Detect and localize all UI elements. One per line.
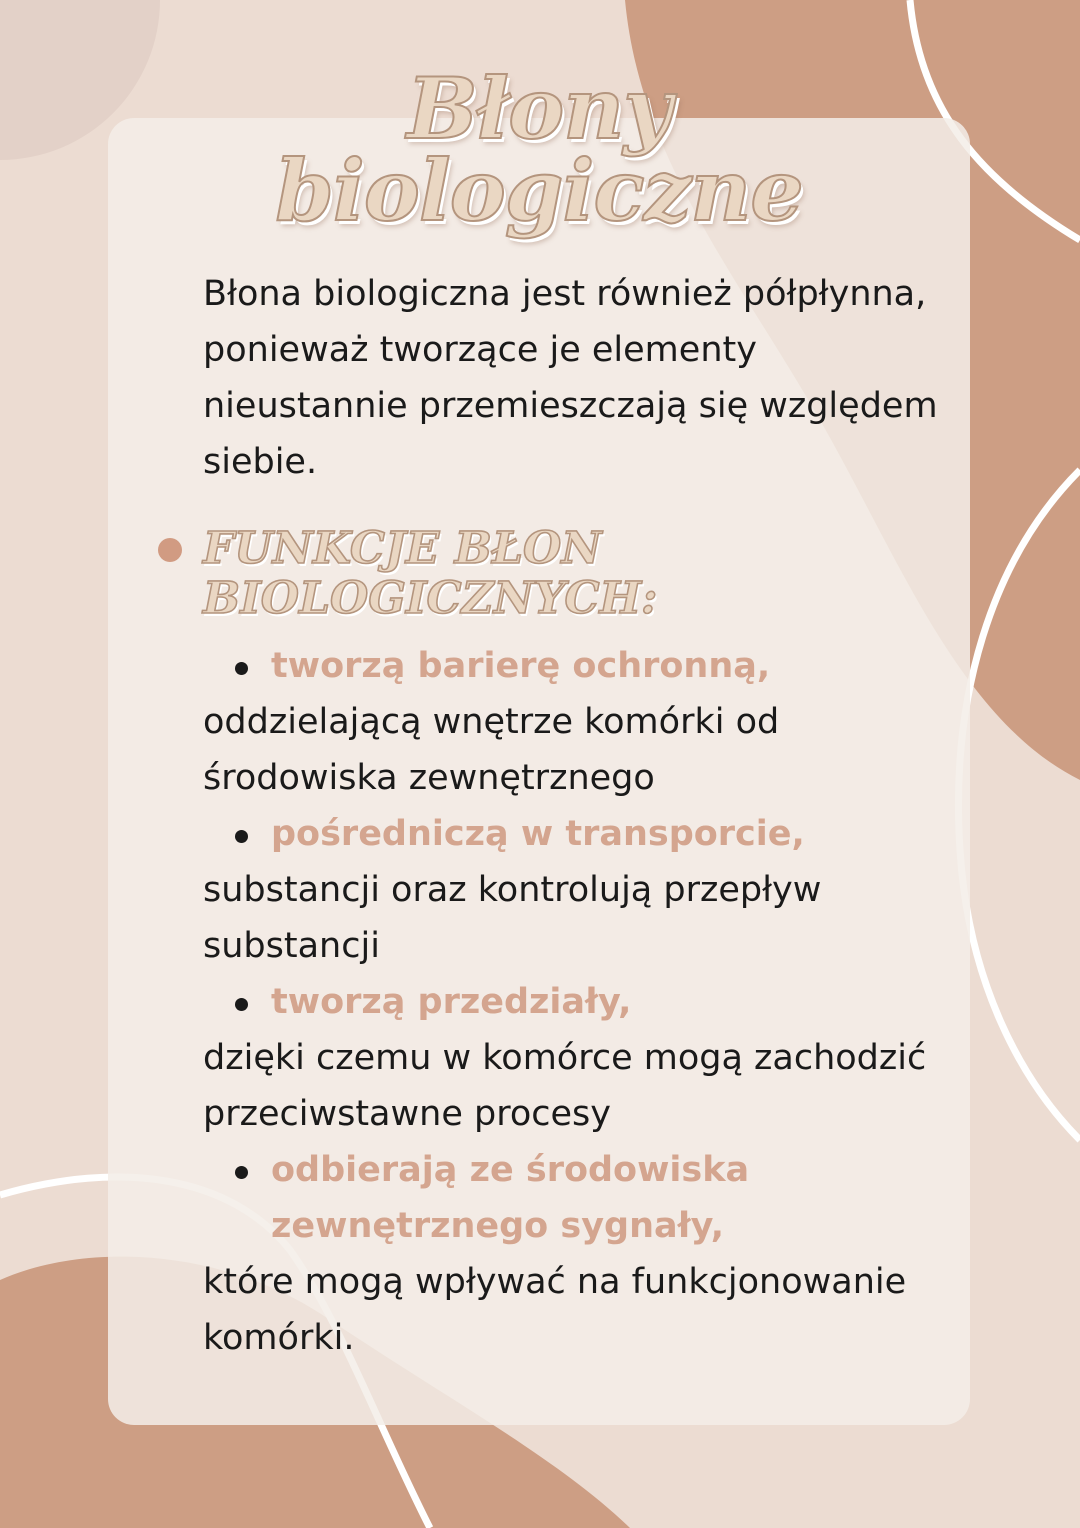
- function-heading-text: tworzą barierę ochronną,: [271, 646, 771, 686]
- function-heading: [203, 806, 943, 862]
- bullet-icon: [235, 830, 248, 843]
- section-heading-line-1: FUNKCJE BŁON: [203, 523, 602, 574]
- function-description: substancji oraz kontrolują przepływ substancji: [203, 870, 822, 966]
- function-heading-text: odbierają ze środowiska zewnętrznego sygnały,: [271, 1150, 750, 1246]
- function-heading-text: pośredniczą w transporcie,: [271, 814, 805, 854]
- section-heading: [203, 524, 943, 624]
- functions-list: [203, 638, 943, 1366]
- function-description: które mogą wpływać na funkcjonowanie komórki.: [203, 1262, 907, 1358]
- bullet-icon: [235, 998, 248, 1011]
- section-heading-line-2: BIOLOGICZNYCH:: [203, 573, 658, 624]
- function-heading: [203, 638, 943, 694]
- intro-paragraph: Błona biologiczna jest również półpłynna, ponieważ tworzące je elementy nieustannie przemieszczają się względem siebie.: [203, 274, 938, 482]
- function-item: [203, 806, 943, 974]
- function-description: dzięki czemu w komórce mogą zachodzić przeciwstawne procesy: [203, 1038, 927, 1134]
- bullet-icon: [235, 1166, 248, 1179]
- function-item: [203, 638, 943, 806]
- title-line-2: biologiczne: [275, 141, 803, 240]
- function-heading: [203, 1142, 943, 1254]
- function-item: [203, 1142, 943, 1366]
- title-line-1: Błony: [406, 59, 672, 158]
- page-title: [108, 59, 970, 240]
- bullet-icon: [235, 662, 248, 675]
- function-item: [203, 974, 943, 1142]
- function-description: oddzielającą wnętrze komórki od środowiska zewnętrznego: [203, 702, 780, 798]
- section-bullet-icon: [158, 538, 182, 562]
- function-heading: [203, 974, 943, 1030]
- function-heading-text: tworzą przedziały,: [271, 982, 632, 1022]
